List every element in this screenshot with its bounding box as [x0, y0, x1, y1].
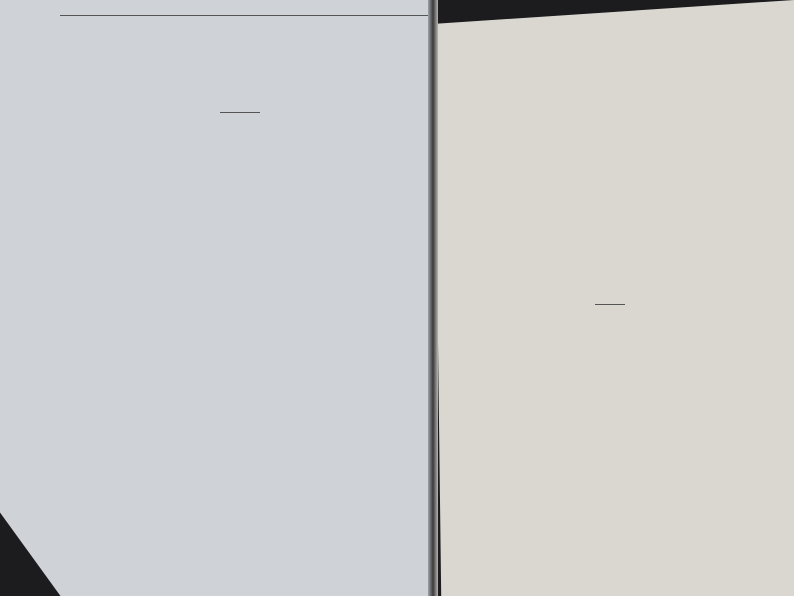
- section-divider: [595, 304, 625, 305]
- section-divider: [220, 112, 260, 113]
- right-page: [434, 0, 794, 596]
- book-gutter: [428, 0, 438, 596]
- header-rule: [60, 15, 430, 16]
